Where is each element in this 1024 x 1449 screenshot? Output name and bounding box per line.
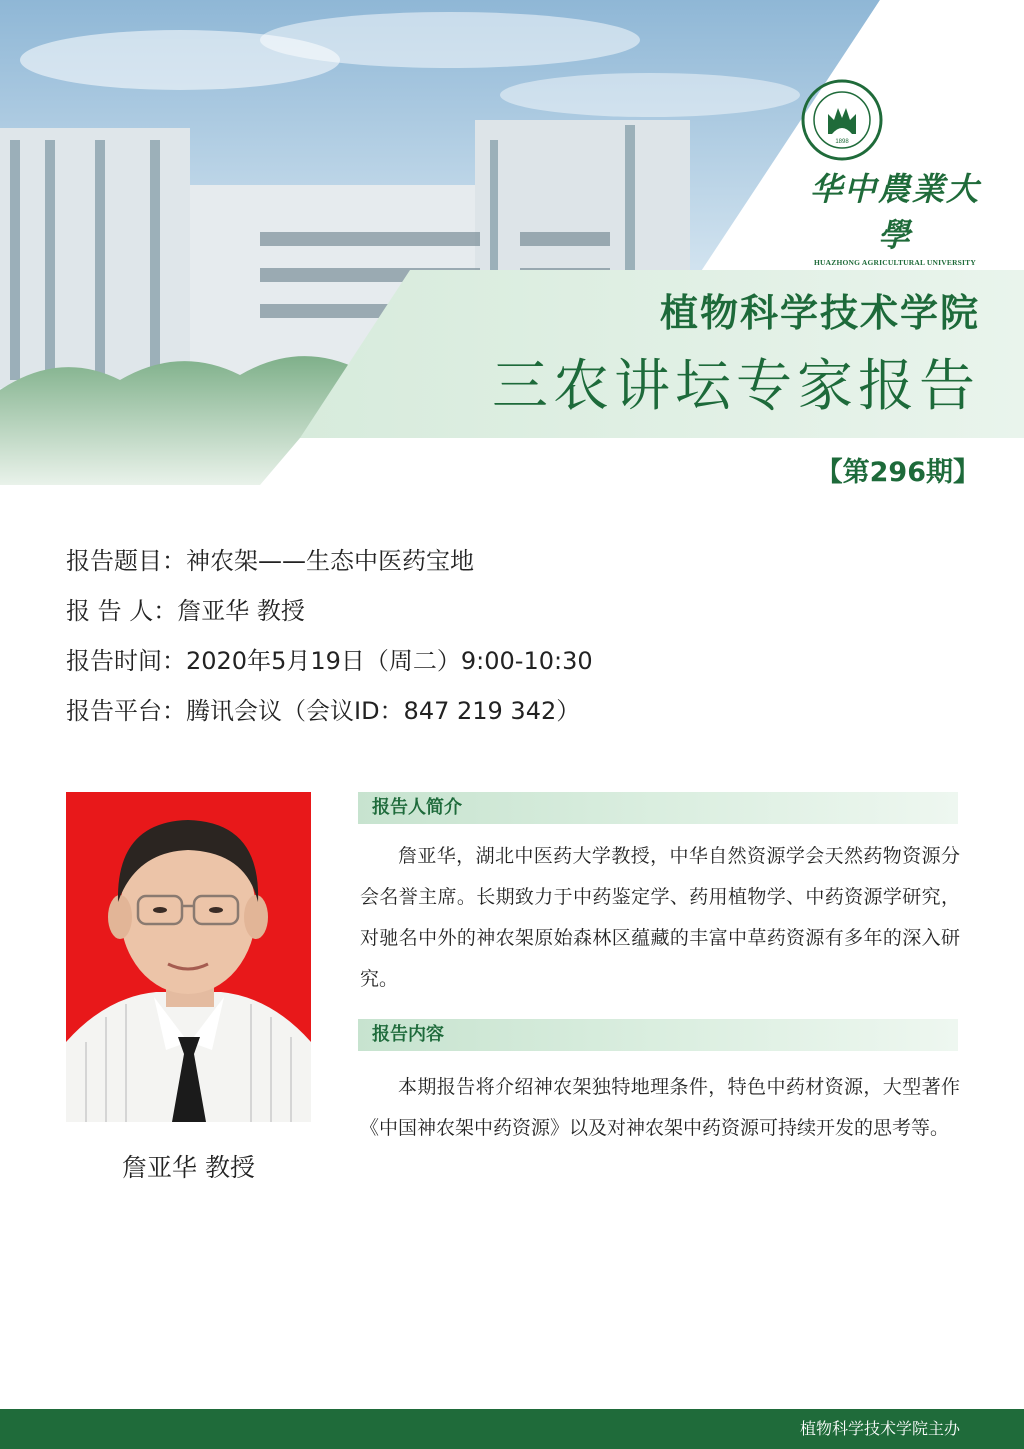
forum-title: 三农讲坛专家报告: [492, 354, 980, 419]
issue-number: 【第296期】: [815, 457, 980, 485]
university-logo: [800, 78, 990, 267]
content-heading: 报告内容: [358, 1019, 958, 1051]
report-topic: 报告题目：神农架——生态中医药宝地: [66, 547, 474, 575]
speaker-portrait: [66, 792, 311, 1122]
photo-caption: 詹亚华 教授: [122, 1153, 255, 1182]
footer-organizer: 植物科学技术学院主办: [799, 1419, 960, 1438]
seal-year: 1898: [835, 139, 849, 145]
footer-bar: [0, 1409, 1024, 1449]
hero-banner: [0, 0, 1024, 485]
university-seal-icon: [800, 78, 884, 162]
university-name: 华中農業大學: [809, 170, 980, 254]
college-title: 植物科学技术学院: [659, 291, 980, 335]
report-info: [66, 540, 593, 740]
bio-text: 詹亚华，湖北中医药大学教授，中华自然资源学会天然药物资源分会名誉主席。长期致力于中药鉴定学、药用植物学、中药资源学研究，对驰名中外的神农架原始森林区蕴藏的丰富中草药资源有多年的深入研究。: [360, 845, 960, 990]
bio-heading: 报告人简介: [358, 792, 958, 824]
university-name-en: HUAZHONG AGRICULTURAL UNIVERSITY: [814, 258, 976, 267]
report-speaker: 报 告 人：詹亚华 教授: [66, 597, 305, 625]
report-platform: 报告平台：腾讯会议（会议ID：847 219 342）: [66, 697, 581, 725]
content-text: 本期报告将介绍神农架独特地理条件，特色中药材资源，大型著作《中国神农架中药资源》以及对神农架中药资源可持续开发的思考等。: [360, 1076, 960, 1139]
report-time: 报告时间：2020年5月19日（周二）9:00-10:30: [66, 647, 593, 675]
speaker-photo: [66, 792, 311, 1122]
